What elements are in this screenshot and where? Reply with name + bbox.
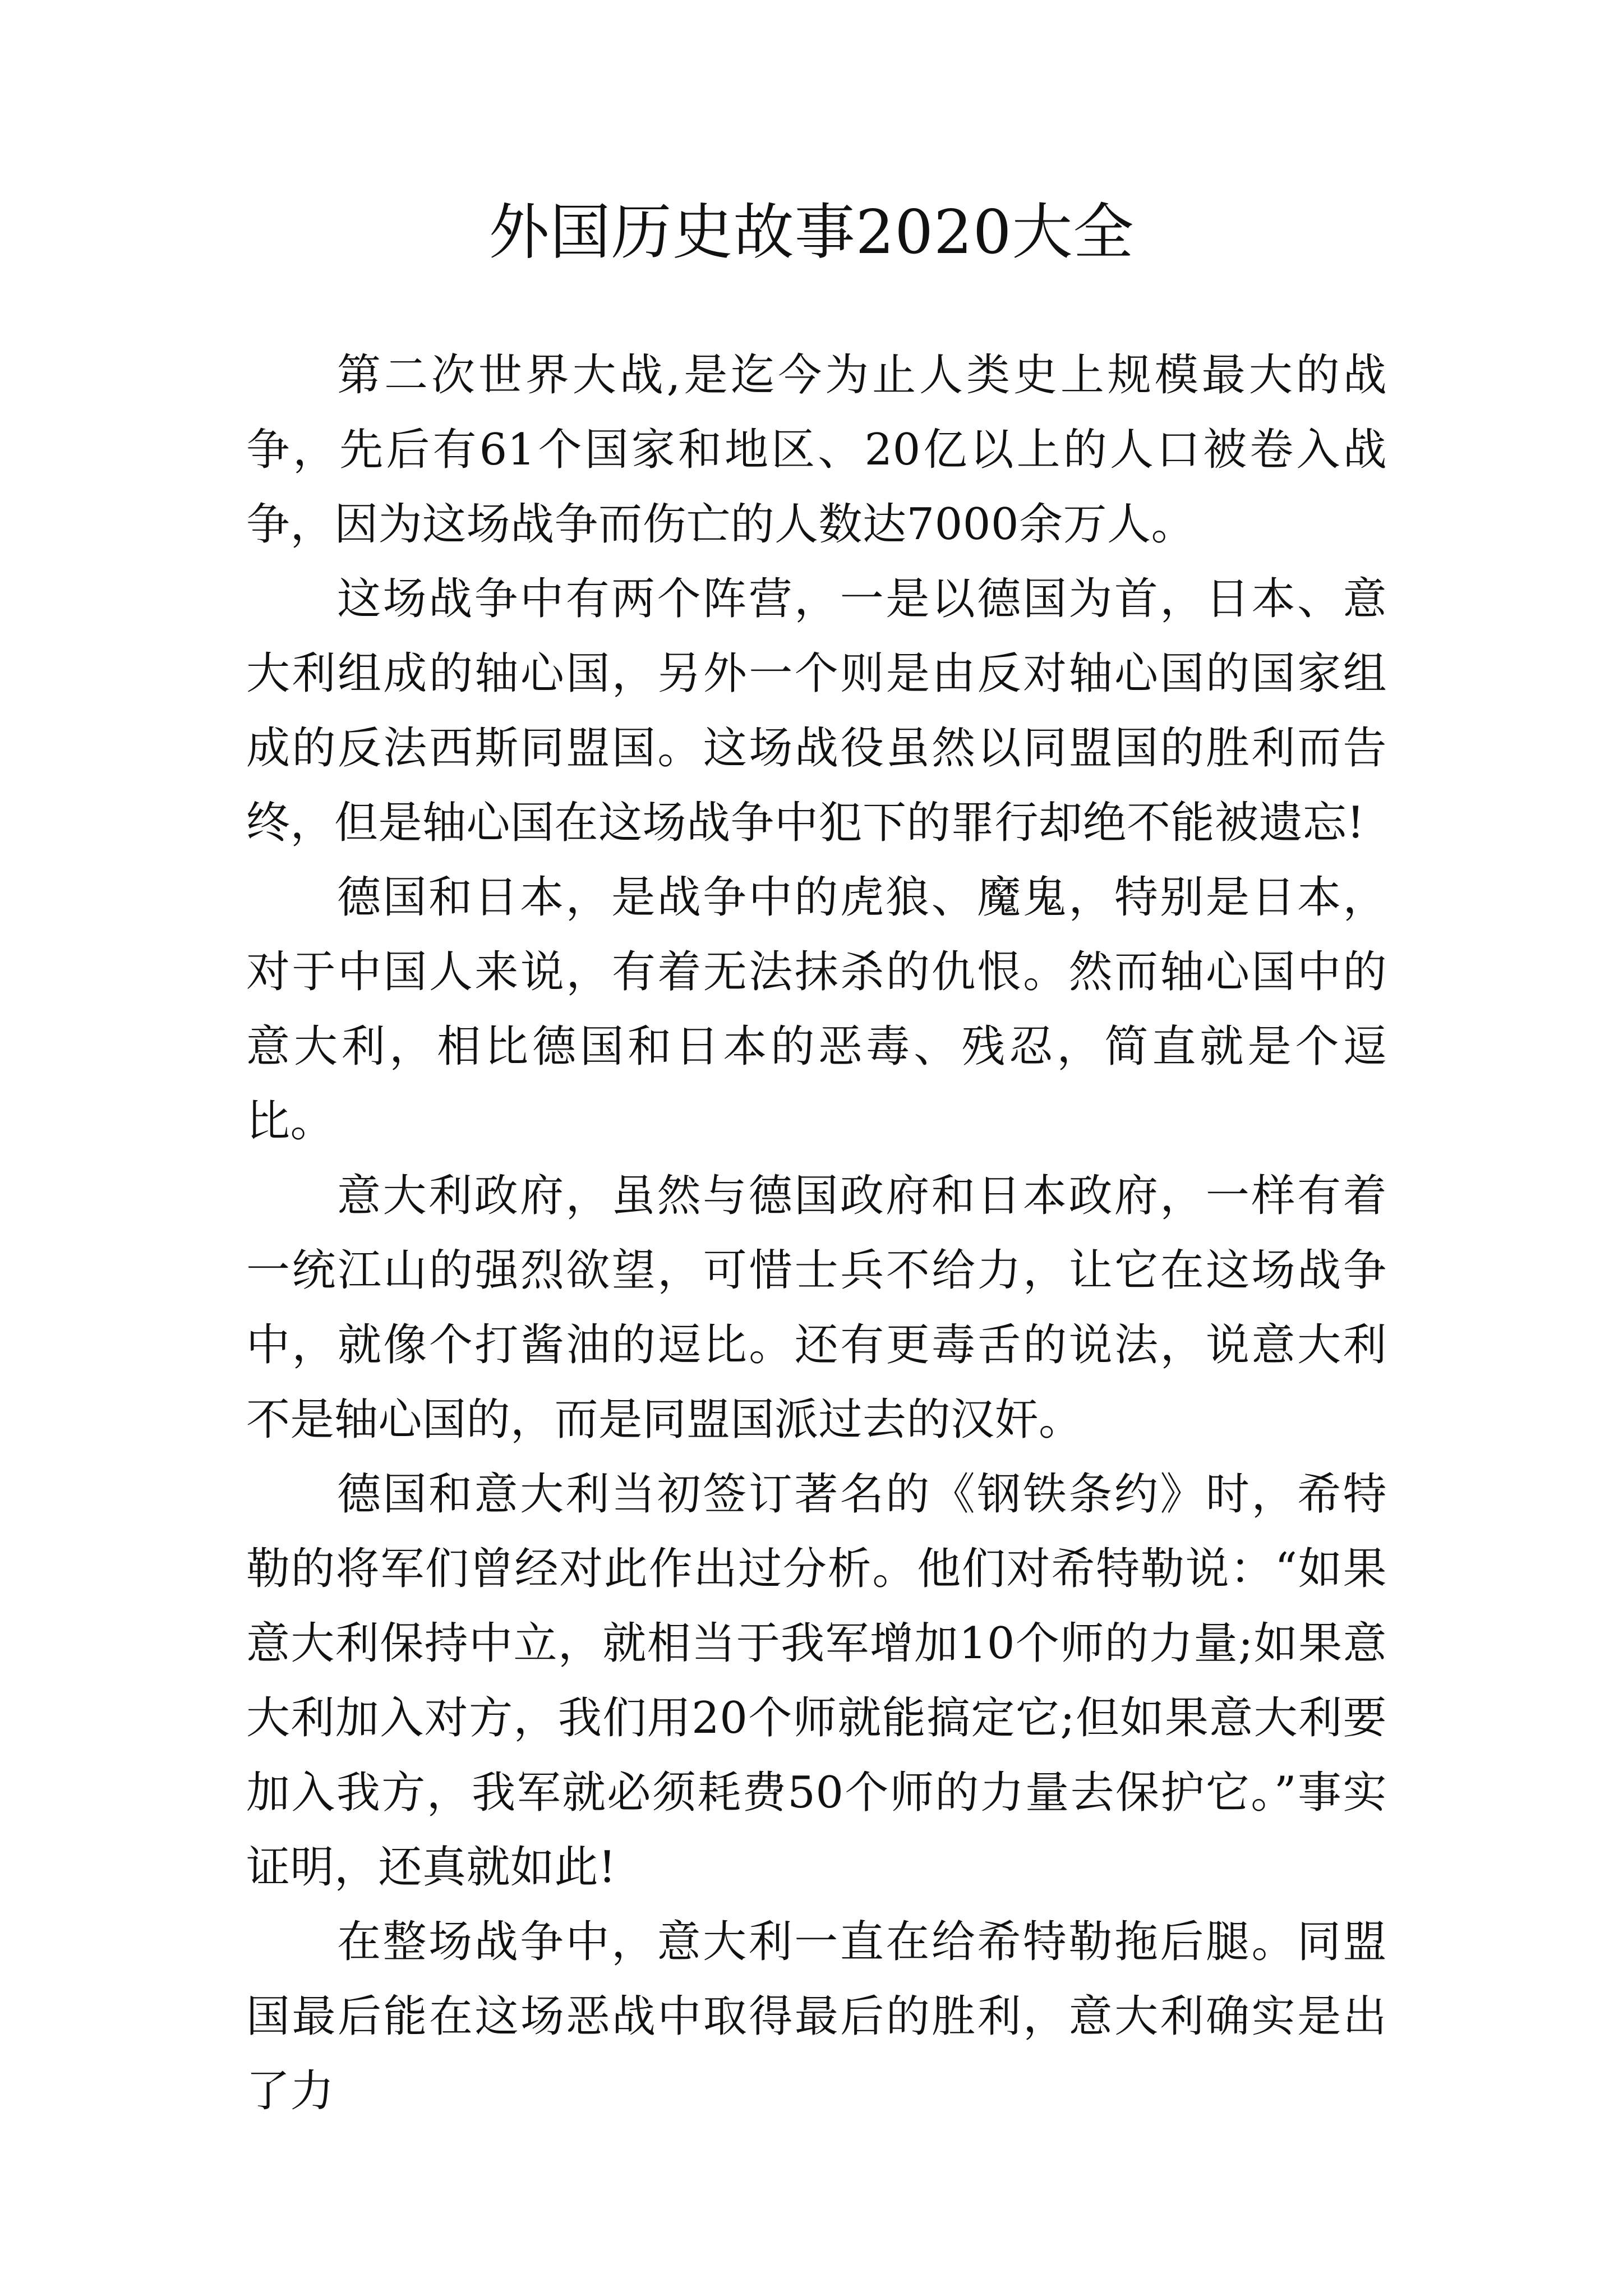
document-body xyxy=(246,338,1387,2129)
paragraph-4: 意大利政府，虽然与德国政府和日本政府，一样有着一统江山的强烈欲望，可惜士兵不给力，让它在这场战争中，就像个打酱油的逗比。还有更毒舌的说法，说意大利不是轴心国的，而是同盟国派过去的汉奸。 xyxy=(246,1171,1387,1445)
paragraph-1: 第二次世界大战,是迄今为止人类史上规模最大的战争，先后有61个国家和地区、20亿以上的人口被卷入战争，因为这场战争而伤亡的人数达7000余万人。 xyxy=(246,350,1387,550)
document-title: 外国历史故事2020大全 xyxy=(488,197,1135,268)
paragraph-6: 在整场战争中，意大利一直在给希特勒拖后腿。同盟国最后能在这场恶战中取得最后的胜利，意大利确实是出了力 xyxy=(246,1917,1387,2116)
paragraph-3: 德国和日本，是战争中的虎狼、魔鬼，特别是日本，对于中国人来说，有着无法抹杀的仇恨。然而轴心国中的意大利，相比德国和日本的恶毒、残忍，简直就是个逗比。 xyxy=(246,872,1387,1147)
paragraph-5: 德国和意大利当初签订著名的《钢铁条约》时，希特勒的将军们曾经对此作出过分析。他们对希特勒说：“如果意大利保持中立，就相当于我军增加10个师的力量;如果意大利加入对方，我们用20个师就能搞定它;但如果意大利要加入我方，我军就必须耗费50个师的力量去保护它。”事实证明，还真就如此! xyxy=(246,1469,1387,1893)
paragraph-2: 这场战争中有两个阵营，一是以德国为首，日本、意大利组成的轴心国，另外一个则是由反对轴心国的国家组成的反法西斯同盟国。这场战役虽然以同盟国的胜利而告终，但是轴心国在这场战争中犯下的罪行却绝不能被遗忘! xyxy=(246,574,1387,848)
